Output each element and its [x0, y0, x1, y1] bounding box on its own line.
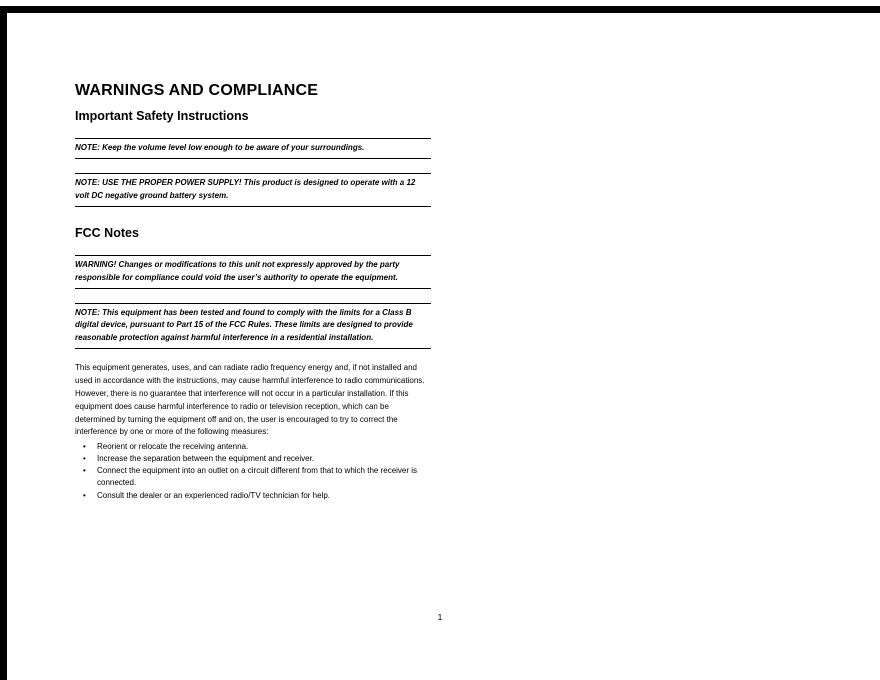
bullet-icon: •: [83, 454, 86, 464]
fcc-measures-list: [75, 441, 431, 502]
bullet-icon: •: [83, 441, 86, 451]
note-class-b-text: NOTE: This equipment has been tested and found to comply with the limits for a Class B digital device, pursuant to Part 15 of the FCC Rules. These limits are designed to provide reasonable protection against harmful interference in a residential installation.: [75, 308, 413, 342]
list-item: [75, 453, 431, 465]
bullet-icon: •: [83, 490, 86, 500]
warning-modifications: [75, 255, 431, 289]
note-class-b: [75, 303, 431, 349]
list-item: [75, 441, 431, 453]
list-item: [75, 490, 431, 502]
section-heading-fcc: FCC Notes: [75, 226, 139, 241]
note-power-supply-text: NOTE: USE THE PROPER POWER SUPPLY! This product is designed to operate with a 12 volt DC negative ground battery system.: [75, 178, 416, 200]
note-volume-level: [75, 138, 431, 159]
list-item: [75, 465, 431, 489]
page-number: 1: [437, 612, 443, 622]
bullet-icon: •: [83, 466, 86, 476]
scan-artifact-top-bar: [0, 6, 880, 13]
list-item-text: Connect the equipment into an outlet on a circuit different from that to which the receiver is connected.: [97, 466, 418, 488]
note-power-supply: [75, 173, 431, 207]
note-volume-level-text: NOTE: Keep the volume level low enough to be aware of your surroundings.: [75, 143, 365, 152]
list-item-text: Consult the dealer or an experienced radio/TV technician for help.: [97, 490, 331, 500]
fcc-paragraph-no-guarantee: However, there is no guarantee that interference will not occur in a particular installation. If this equipment does cause harmful interference to radio or television reception, which can be determined by turning the equipment off and on, the user is encouraged to try to correct the interference by one or more of the following measures:: [75, 389, 409, 437]
fcc-body-copy: [75, 362, 431, 502]
section-heading-safety: Important Safety Instructions: [75, 109, 249, 123]
list-item-text: Reorient or relocate the receiving antenna.: [97, 441, 249, 451]
list-item-text: Increase the separation between the equipment and receiver.: [97, 454, 315, 464]
fcc-paragraph-rf-energy: This equipment generates, uses, and can radiate radio frequency energy and, if not installed and used in accordance with the instructions, may cause harmful interference to radio communications.: [75, 363, 425, 385]
warning-modifications-text: WARNING! Changes or modifications to this unit not expressly approved by the party responsible for compliance could void the user’s authority to operate the equipment.: [75, 260, 400, 282]
scan-artifact-left-bar: [0, 6, 7, 680]
page-content: [75, 82, 431, 502]
page-title: WARNINGS AND COMPLIANCE: [75, 82, 319, 99]
